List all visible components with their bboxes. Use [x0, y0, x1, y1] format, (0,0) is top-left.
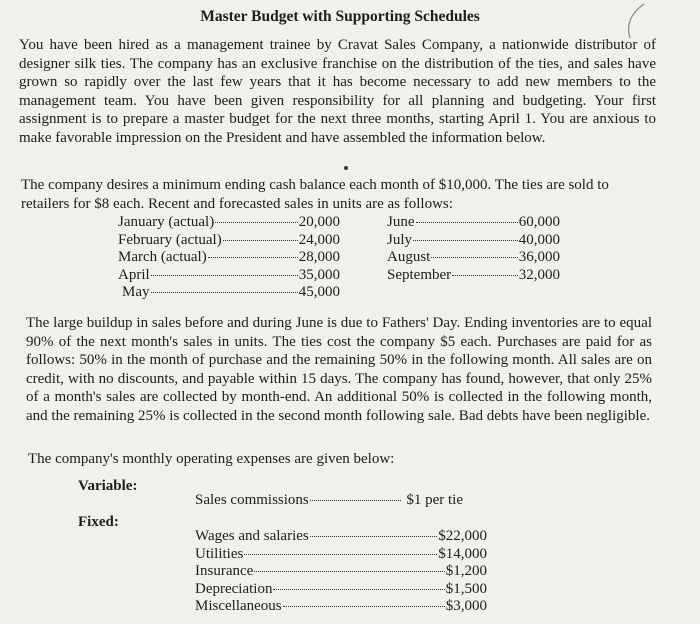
expense-label: Insurance	[195, 563, 254, 579]
expense-value: $14,000	[438, 545, 487, 562]
sales-row	[387, 249, 560, 267]
sales-units: 40,000	[518, 231, 560, 248]
expense-value: $22,000	[438, 528, 487, 544]
expense-label: Wages and salaries	[195, 528, 309, 544]
sales-units: 35,000	[298, 266, 340, 283]
expense-row	[195, 546, 487, 564]
sales-units: 32,000	[518, 266, 560, 283]
sales-row	[118, 214, 340, 232]
variable-expenses-table	[195, 492, 463, 510]
expense-value: $1,500	[445, 580, 487, 597]
expense-label: Miscellaneous	[195, 598, 282, 614]
fixed-heading: Fixed:	[78, 514, 119, 530]
variable-heading: Variable:	[78, 478, 138, 494]
sales-month: August	[387, 249, 431, 265]
operating-expenses-intro: The company's monthly operating expenses are given below:	[28, 451, 395, 467]
sales-table-left	[118, 214, 340, 302]
expense-row	[195, 598, 487, 616]
expense-row	[195, 528, 487, 546]
sales-month: January (actual)	[118, 214, 215, 230]
expense-label: Utilities	[195, 545, 244, 562]
sales-month: February (actual)	[118, 231, 222, 248]
sales-month: July	[387, 231, 413, 248]
expense-row	[195, 581, 487, 599]
expense-value: $3,000	[445, 598, 487, 614]
sales-row	[118, 267, 340, 285]
expense-label: Depreciation	[195, 580, 273, 597]
expense-row	[195, 492, 463, 510]
sales-month: September	[387, 266, 452, 283]
document-title: Master Budget with Supporting Schedules	[200, 8, 480, 25]
expense-value: $1 per tie	[406, 492, 463, 508]
sales-units: 36,000	[518, 249, 560, 265]
sales-units: 28,000	[298, 249, 340, 265]
intro-paragraph: You have been hired as a management trainee by Cravat Sales Company, a nationwide distributor of designer silk ties. The company has an exclusive franchise on the distribution of the ties, and sales have grown so rapidly over the last few years that it has become necessary to add new members to the management team. You have been given responsibility for all planning and budgeting. Your first assignment is to prepare a master budget for the next three months, starting April 1. You are anxious to make favorable impression on the President and have assembled the information below.	[19, 37, 656, 146]
expense-label: Sales commissions	[195, 492, 309, 508]
cash-sales-paragraph: The company desires a minimum ending cash balance each month of $10,000. The ties are sold to retailers for $8 each. Recent and forecasted sales in units are as follows:	[21, 177, 609, 212]
sales-row	[387, 232, 560, 250]
stray-dot-mark	[344, 166, 348, 170]
sales-row	[118, 249, 340, 267]
sales-units: 20,000	[298, 214, 340, 230]
sales-month: March (actual)	[118, 249, 207, 265]
sales-table-right	[387, 214, 560, 284]
sales-month: June	[387, 214, 415, 230]
sales-month: May	[122, 284, 150, 300]
sales-row	[387, 214, 560, 232]
sales-units: 45,000	[298, 284, 340, 300]
expense-value: $1,200	[445, 563, 487, 579]
inventory-collections-paragraph: The large buildup in sales before and during June is due to Fathers' Day. Ending inventories are to equal 90% of the next month's sales in units. The ties cost the company $5 each. Purchases are paid for as follows: 50% in the month of purchase and the remaining 50% in the following month. All sales are on credit, with no discounts, and payable within 15 days. The company has found, however, that only 25% of a month's sales are collected by month-end. An additional 50% is collected in the following month, and the remaining 25% is collected in the second month following sale. Bad debts have been negligible.	[26, 315, 652, 424]
sales-units: 24,000	[298, 231, 340, 248]
expense-row	[195, 563, 487, 581]
sales-row	[387, 267, 560, 285]
sales-units: 60,000	[518, 214, 560, 230]
sales-row	[118, 284, 340, 302]
sales-row	[118, 232, 340, 250]
sales-month: April	[118, 266, 150, 283]
fixed-expenses-table	[195, 528, 487, 616]
